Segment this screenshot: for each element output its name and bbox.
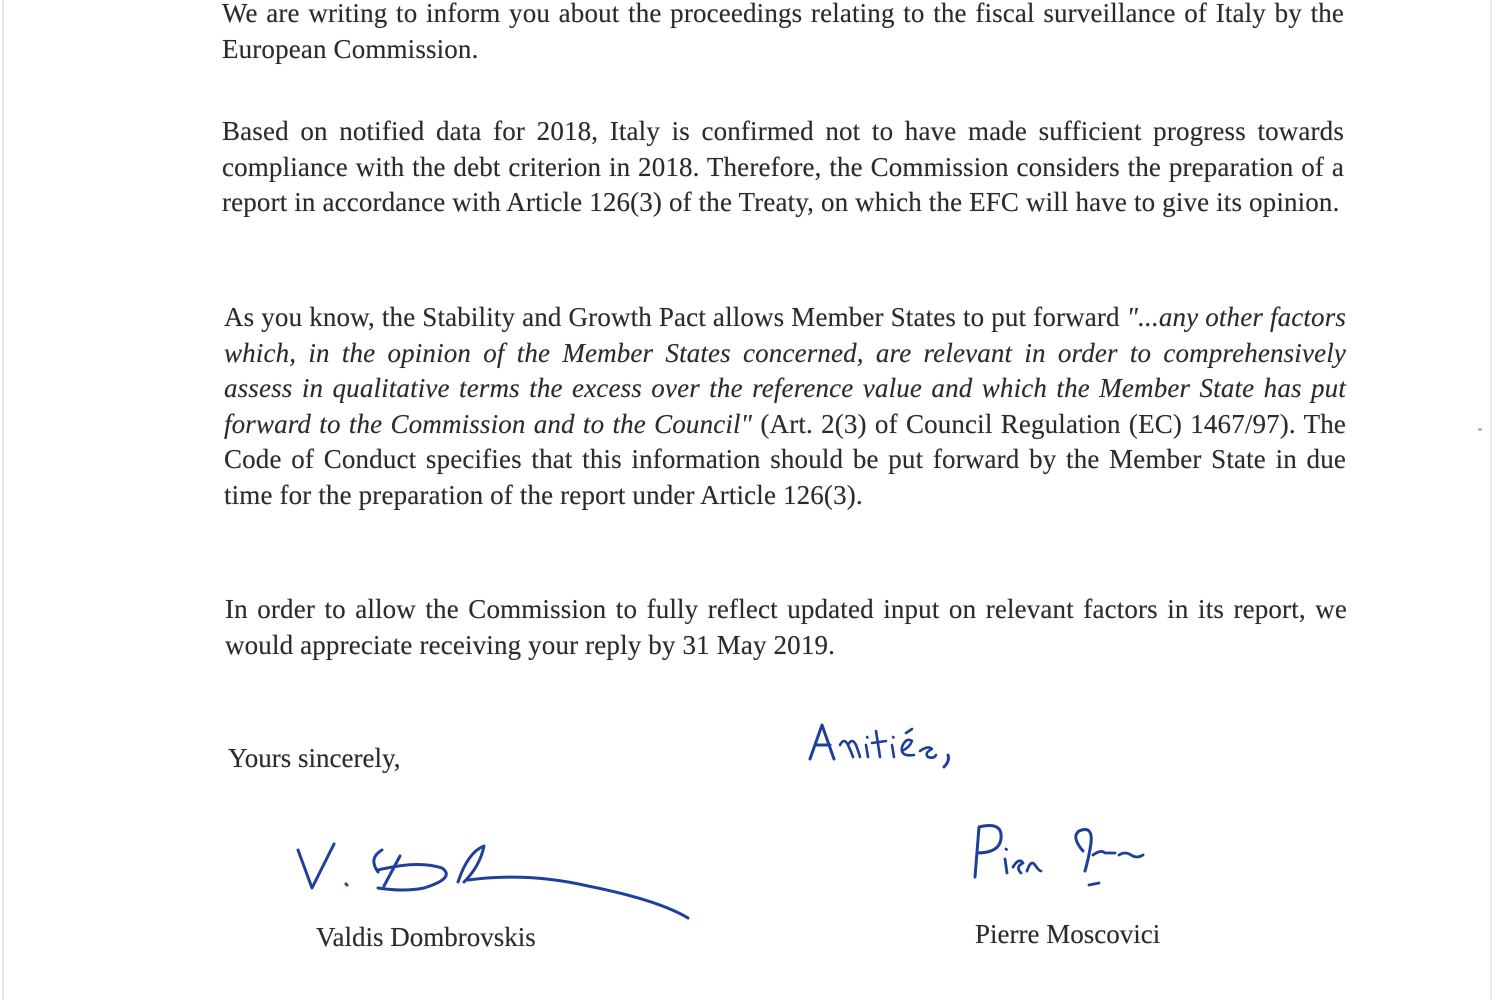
signatory-name-moscovici: Pierre Moscovici (975, 919, 1161, 949)
paragraph-relevant-factors (224, 300, 1346, 513)
paragraph-intro: We are writing to inform you about the proceedings relating to the fiscal surveillance of Italy by the European Commission. (222, 0, 1344, 64)
page-left-edge (2, 0, 4, 1000)
regulation-quote: "...any other factors which, in the opinion of the Member States concerned, are relevant in order to comprehensively assess in qualitative terms the excess over the reference value and which the Member State has put forward to the Commission and to the Council" (224, 302, 1347, 439)
paragraph-reply-deadline: In order to allow the Commission to fully reflect updated input on relevant factors in its report, we would appreciate receiving your reply by 31 May 2019. (225, 594, 1347, 660)
page-right-edge (1490, 0, 1492, 1000)
scan-speck (1478, 428, 1482, 431)
signatory-name-dombrovskis: Valdis Dombrovskis (316, 922, 536, 952)
signature-moscovici (965, 815, 1165, 895)
paragraph-debt-criterion: Based on notified data for 2018, Italy is confirmed not to have made sufficient progress towards compliance with the debt criterion in 2018. Therefore, the Commission considers the preparation of a report in accordance with Article 126(3) of the Treaty, on which the EFC will have to give its opinion. (222, 116, 1344, 217)
closing-salutation: Yours sincerely, (228, 743, 401, 773)
paragraph-relevant-factors-tail: (Art. 2(3) of Council Regulation (EC) 1467/97). The Code of Conduct specifies that this information should be put forward by the Member State in due time for the preparation of the report under Article 126(3). (224, 408, 1347, 510)
paragraph-relevant-factors-lead: As you know, the Stability and Growth Pact allows Member States to put forward (224, 302, 1127, 332)
handwritten-greeting (800, 715, 970, 775)
signature-dombrovskis (290, 830, 700, 925)
